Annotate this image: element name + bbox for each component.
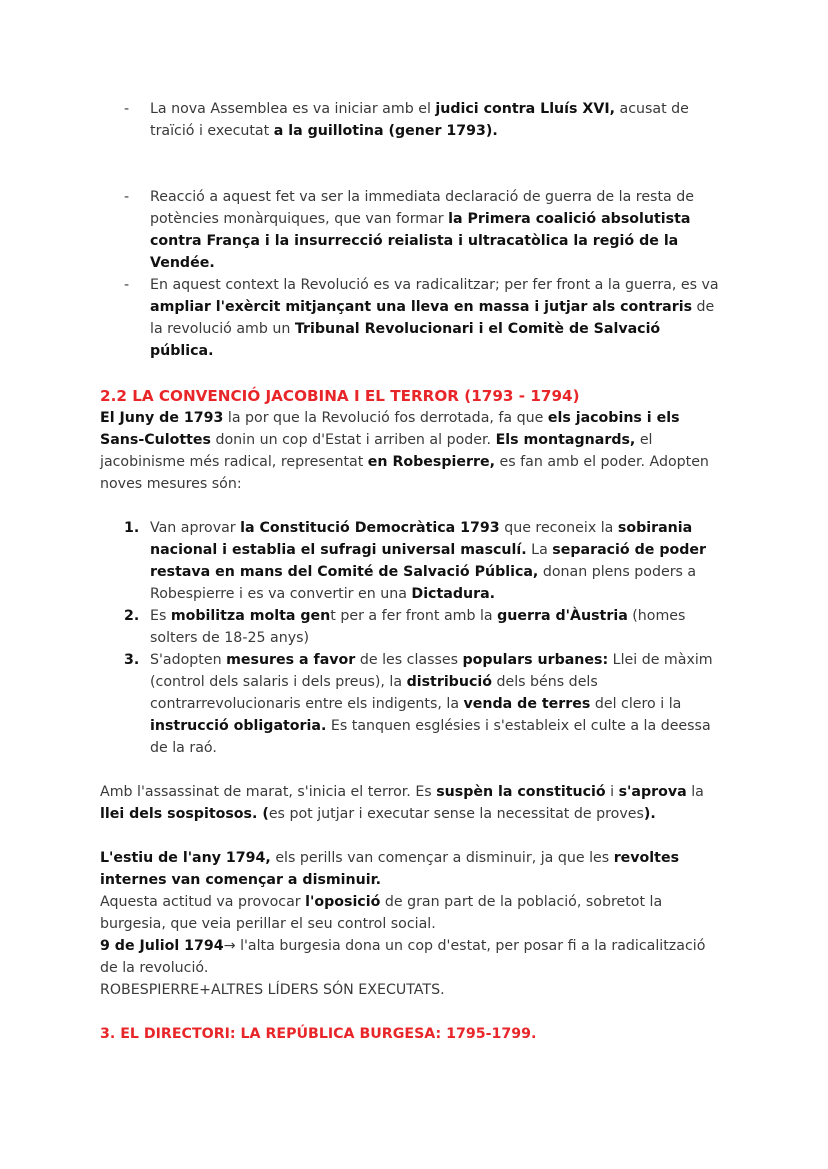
- text-run: donin un cop d'Estat i arriben al poder.: [210, 432, 496, 448]
- list-item: [100, 649, 724, 759]
- bullet-item: [100, 186, 724, 274]
- text-run: dels béns dels contrarrevolucionaris entre els indigents, la: [150, 674, 598, 712]
- text-run: S'adopten: [150, 652, 227, 668]
- bullet-item: [100, 98, 724, 142]
- bullet-dash: -: [124, 101, 130, 117]
- bold-run: mobilitza molta gen: [170, 608, 331, 624]
- summer-paragraph: [100, 847, 724, 891]
- bullet-text: [150, 274, 724, 362]
- text-run: la: [686, 784, 704, 800]
- bold-run: guerra d'Àustria: [497, 608, 628, 624]
- text-run: es fan amb el poder. Adopten noves mesures són:: [100, 454, 709, 492]
- bold-run: la Primera coalició absolutista contra França i la insurrecció reialista i ultracatòlica la regió de la Vendée.: [150, 211, 691, 271]
- bold-run: els jacobins i els Sans-Culottes: [100, 410, 680, 448]
- bold-run: El Juny de 1793: [100, 410, 224, 426]
- text-run: Aquesta actitud va provocar: [100, 894, 306, 910]
- bold-run: sobirania nacional i establia el sufragi universal masculí.: [150, 520, 693, 558]
- bold-run: llei dels sospitosos. (: [100, 806, 269, 822]
- list-item: [100, 517, 724, 605]
- bold-run: 9 de Juliol 1794: [100, 938, 224, 954]
- bullet-text: [150, 186, 724, 274]
- list-number: 1.: [124, 520, 140, 536]
- text-run: que reconeix la: [499, 520, 618, 536]
- bold-run: separació de poder restava en mans del Comité de Salvació Pública,: [150, 542, 707, 580]
- text-run: (homes solters de 18-25 anys): [150, 608, 686, 646]
- bold-run: ).: [643, 806, 656, 822]
- text-run: el jacobinisme més radical, representat: [100, 432, 653, 470]
- bold-run: Dictadura.: [411, 586, 496, 602]
- list-item-text: [150, 608, 685, 646]
- text-run: Reacció a aquest fet va ser la immediata declaració de guerra de la resta de potències monàrquiques, que van formar: [150, 189, 694, 227]
- text-run: de les classes: [355, 652, 463, 668]
- list-item-text: [150, 652, 713, 756]
- text-run: del clero i la: [590, 696, 682, 712]
- text-run: donan plens poders a Robespierre i es va convertir en una: [150, 564, 697, 602]
- text-run: de la revolució amb un: [150, 299, 715, 337]
- bullet-dash: -: [124, 189, 130, 205]
- text-run: Es: [150, 608, 171, 624]
- bold-run: l'oposició: [305, 894, 381, 910]
- text-run: t per a fer front amb la: [330, 608, 498, 624]
- bold-run: a la guillotina (gener 1793).: [273, 123, 498, 139]
- bullet-text: [150, 98, 724, 142]
- bold-run: en Robespierre,: [367, 454, 495, 470]
- list-number: 3.: [124, 652, 140, 668]
- text-run: En aquest context la Revolució es va radicalitzar; per fer front a la guerra, es va: [150, 277, 719, 293]
- bold-run: suspèn la constitució: [436, 784, 606, 800]
- text-run: la por que la Revolució fos derrotada, fa que: [223, 410, 548, 426]
- list-item: [100, 605, 724, 649]
- bold-run: venda de terres: [463, 696, 591, 712]
- text-run: La: [526, 542, 553, 558]
- list-item-text: [150, 520, 706, 602]
- text-run: Amb l'assassinat de marat, s'inicia el terror. Es: [100, 784, 437, 800]
- text-run: Llei de màxim (control dels salaris i dels preus), la: [150, 652, 713, 690]
- bold-run: Tribunal Revolucionari i el Comitè de Salvació pública.: [150, 321, 661, 359]
- section-heading-2-2: 2.2 LA CONVENCIÓ JACOBINA I EL TERROR (1793 - 1794): [100, 387, 580, 405]
- text-run: La nova Assemblea es va iniciar amb el: [150, 101, 436, 117]
- measures-list: [100, 517, 724, 759]
- intro-paragraph: [100, 407, 724, 495]
- terror-paragraph: [100, 781, 724, 825]
- text-run: Van aprovar: [150, 520, 241, 536]
- bold-run: judici contra Lluís XVI,: [435, 101, 615, 117]
- bold-run: la Constitució Democràtica 1793: [240, 520, 500, 536]
- bullet-dash: -: [124, 277, 130, 293]
- bold-run: mesures a favor: [226, 652, 356, 668]
- bold-run: L'estiu de l'any 1794,: [100, 850, 271, 866]
- bold-run: ampliar l'exèrcit mitjançant una lleva en massa i jutjar als contraris: [150, 299, 693, 315]
- bold-run: s'aprova: [618, 784, 687, 800]
- text-run: → l'alta burgesia dona un cop d'estat, per posar fi a la radicalització de la revolució.: [100, 938, 706, 976]
- list-number: 2.: [124, 608, 140, 624]
- opposition-paragraph: [100, 891, 724, 935]
- bullet-item: [100, 274, 724, 362]
- bold-run: Els montagnards,: [495, 432, 636, 448]
- text-run: de gran part de la població, sobretot la burgesia, que veia perillar el seu control social.: [100, 894, 663, 932]
- text-run: i: [605, 784, 619, 800]
- text-run: es pot jutjar i executar sense la necessitat de proves: [268, 806, 644, 822]
- bold-run: revoltes internes van començar a disminuir.: [100, 850, 680, 888]
- section-heading-3: 3. EL DIRECTORI: LA REPÚBLICA BURGESA: 1795-1799.: [100, 1026, 537, 1042]
- bold-run: instrucció obligatoria.: [150, 718, 327, 734]
- text-run: els perills van començar a disminuir, ja que les: [270, 850, 614, 866]
- july-paragraph: [100, 935, 724, 979]
- bold-run: populars urbanes:: [462, 652, 609, 668]
- executed-line: ROBESPIERRE+ALTRES LÍDERS SÓN EXECUTATS.: [100, 982, 445, 998]
- text-run: Es tanquen esglésies i s'estableix el culte a la deessa de la raó.: [150, 718, 711, 756]
- text-run: acusat de traïció i executat: [150, 101, 689, 139]
- bold-run: distribució: [406, 674, 492, 690]
